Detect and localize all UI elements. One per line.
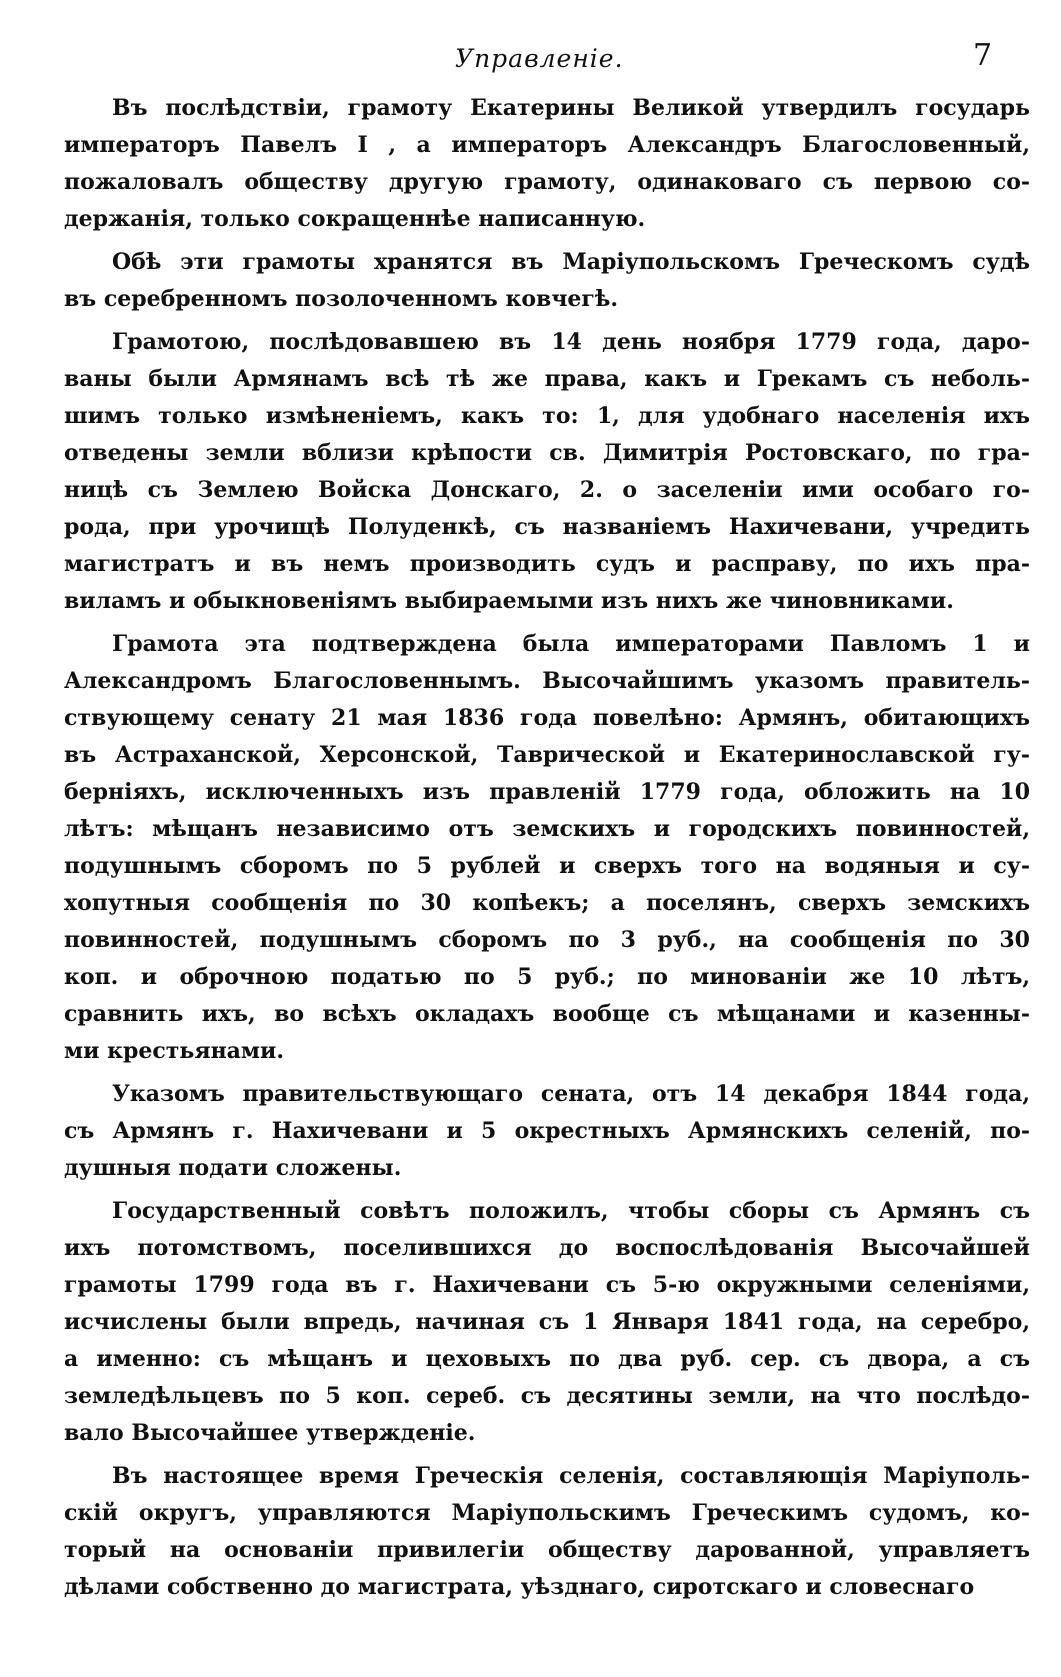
text-line: вало Высочайшее утвержденіе. xyxy=(64,1420,476,1446)
text-line: Государственный совѣтъ положилъ, чтобы сборы съ Армянъ съ xyxy=(112,1198,1030,1224)
text-line: Грамотою, послѣдовавшею въ 14 день ноября 1779 года, даро- xyxy=(112,329,1030,355)
running-title: Управленіе. xyxy=(455,44,624,73)
page-number: 7 xyxy=(973,38,993,73)
text-line: Указомъ правительствующаго сената, отъ 14 декабря 1844 года, xyxy=(112,1081,1030,1107)
paragraph xyxy=(64,1193,1030,1452)
text-line: виламъ и обыкновеніямъ выбираемыми изъ нихъ же чиновниками. xyxy=(64,588,954,614)
text-line: Обѣ эти грамоты хранятся въ Маріупольскомъ Греческомъ судѣ xyxy=(112,249,1030,275)
text-line: торый на основаніи привилегіи обществу дарованной, управляетъ xyxy=(64,1537,1030,1563)
text-line: рода, при урочищѣ Полуденкѣ, съ названіемъ Нахичевани, учредить xyxy=(64,514,1030,540)
paragraph xyxy=(64,244,1030,318)
paragraph xyxy=(64,324,1030,620)
text-line: лѣтъ: мѣщанъ независимо отъ земскихъ и городскихъ повинностей, xyxy=(64,816,1030,842)
text-line: грамоты 1799 года въ г. Нахичевани съ 5-ю окружными селеніями, xyxy=(64,1272,1030,1298)
text-line: въ серебренномъ позолоченномъ ковчегѣ. xyxy=(64,286,619,312)
text-line: ваны были Армянамъ всѣ тѣ же права, какъ и Грекамъ съ неболь- xyxy=(64,366,1030,392)
paragraph xyxy=(64,90,1030,238)
text-line: Александромъ Благословеннымъ. Высочайшимъ указомъ правитель- xyxy=(64,668,1030,694)
text-line: душныя подати сложены. xyxy=(64,1155,402,1181)
text-line: ми крестьянами. xyxy=(64,1038,285,1064)
text-line: повинностей, подушнымъ сборомъ по 3 руб., на сообщенія по 30 xyxy=(64,927,1030,953)
text-line: дѣлами собственно до магистрата, уѣзднаго, сиротскаго и словеснаго xyxy=(64,1574,975,1600)
text-line: ихъ потомствомъ, поселившихся до воспослѣдованія Высочайшей xyxy=(64,1235,1030,1261)
paragraph xyxy=(64,1076,1030,1187)
text-line: сравнить ихъ, во всѣхъ окладахъ вообще съ мѣщанами и казенны- xyxy=(64,1001,1030,1027)
text-line: магистратъ и въ немъ производить судъ и расправу, по ихъ пра- xyxy=(64,551,1030,577)
text-line: ствующему сенату 21 мая 1836 года повелѣно: Армянъ, обитающихъ xyxy=(64,705,1030,731)
text-line: подушнымъ сборомъ по 5 рублей и сверхъ того на водяныя и су- xyxy=(64,853,1030,879)
running-header xyxy=(0,38,1061,78)
text-line: берніяхъ, исключенныхъ изъ правленій 1779 года, обложить на 10 xyxy=(64,779,1030,805)
text-line: пожаловалъ обществу другую грамоту, одинаковаго съ первою со- xyxy=(64,169,1030,195)
paragraph xyxy=(64,626,1030,1070)
text-line: хопутныя сообщенія по 30 копѣекъ; а поселянъ, сверхъ земскихъ xyxy=(64,890,1030,916)
text-line: коп. и оброчною податью по 5 руб.; по минованіи же 10 лѣтъ, xyxy=(64,964,1030,990)
paragraph xyxy=(64,1458,1030,1606)
text-line: ницѣ съ Землею Войска Донскаго, 2. о заселеніи ими особаго го- xyxy=(64,477,1030,503)
text-line: исчислены были впредь, начиная съ 1 Января 1841 года, на серебро, xyxy=(64,1309,1030,1335)
body-text xyxy=(64,90,1030,1612)
text-line: Въ настоящее время Греческія селенія, составляющія Маріуполь- xyxy=(112,1463,1030,1489)
text-line: а именно: съ мѣщанъ и цеховыхъ по два руб. сер. съ двора, а съ xyxy=(64,1346,1030,1372)
text-line: императоръ Павелъ I , а императоръ Александръ Благословенный, xyxy=(64,132,1030,158)
text-line: съ Армянъ г. Нахичевани и 5 окрестныхъ Армянскихъ селеній, по- xyxy=(64,1118,1030,1144)
text-line: держанія, только сокращеннѣе написанную. xyxy=(64,206,646,232)
text-line: Грамота эта подтверждена была императорами Павломъ 1 и xyxy=(112,631,1030,657)
text-line: шимъ только измѣненіемъ, какъ то: 1, для удобнаго населенія ихъ xyxy=(64,403,1030,429)
text-line: земледѣльцевъ по 5 коп. сереб. съ десятины земли, на что послѣдо- xyxy=(64,1383,1030,1409)
text-line: въ Астраханской, Херсонской, Таврической и Екатеринославской гу- xyxy=(64,742,1030,768)
text-line: Въ послѣдствіи, грамоту Екатерины Великой утвердилъ государь xyxy=(112,95,1030,121)
text-line: отведены земли вблизи крѣпости св. Димитрія Ростовскаго, по гра- xyxy=(64,440,1030,466)
text-line: скій округъ, управляются Маріупольскимъ Греческимъ судомъ, ко- xyxy=(64,1500,1030,1526)
